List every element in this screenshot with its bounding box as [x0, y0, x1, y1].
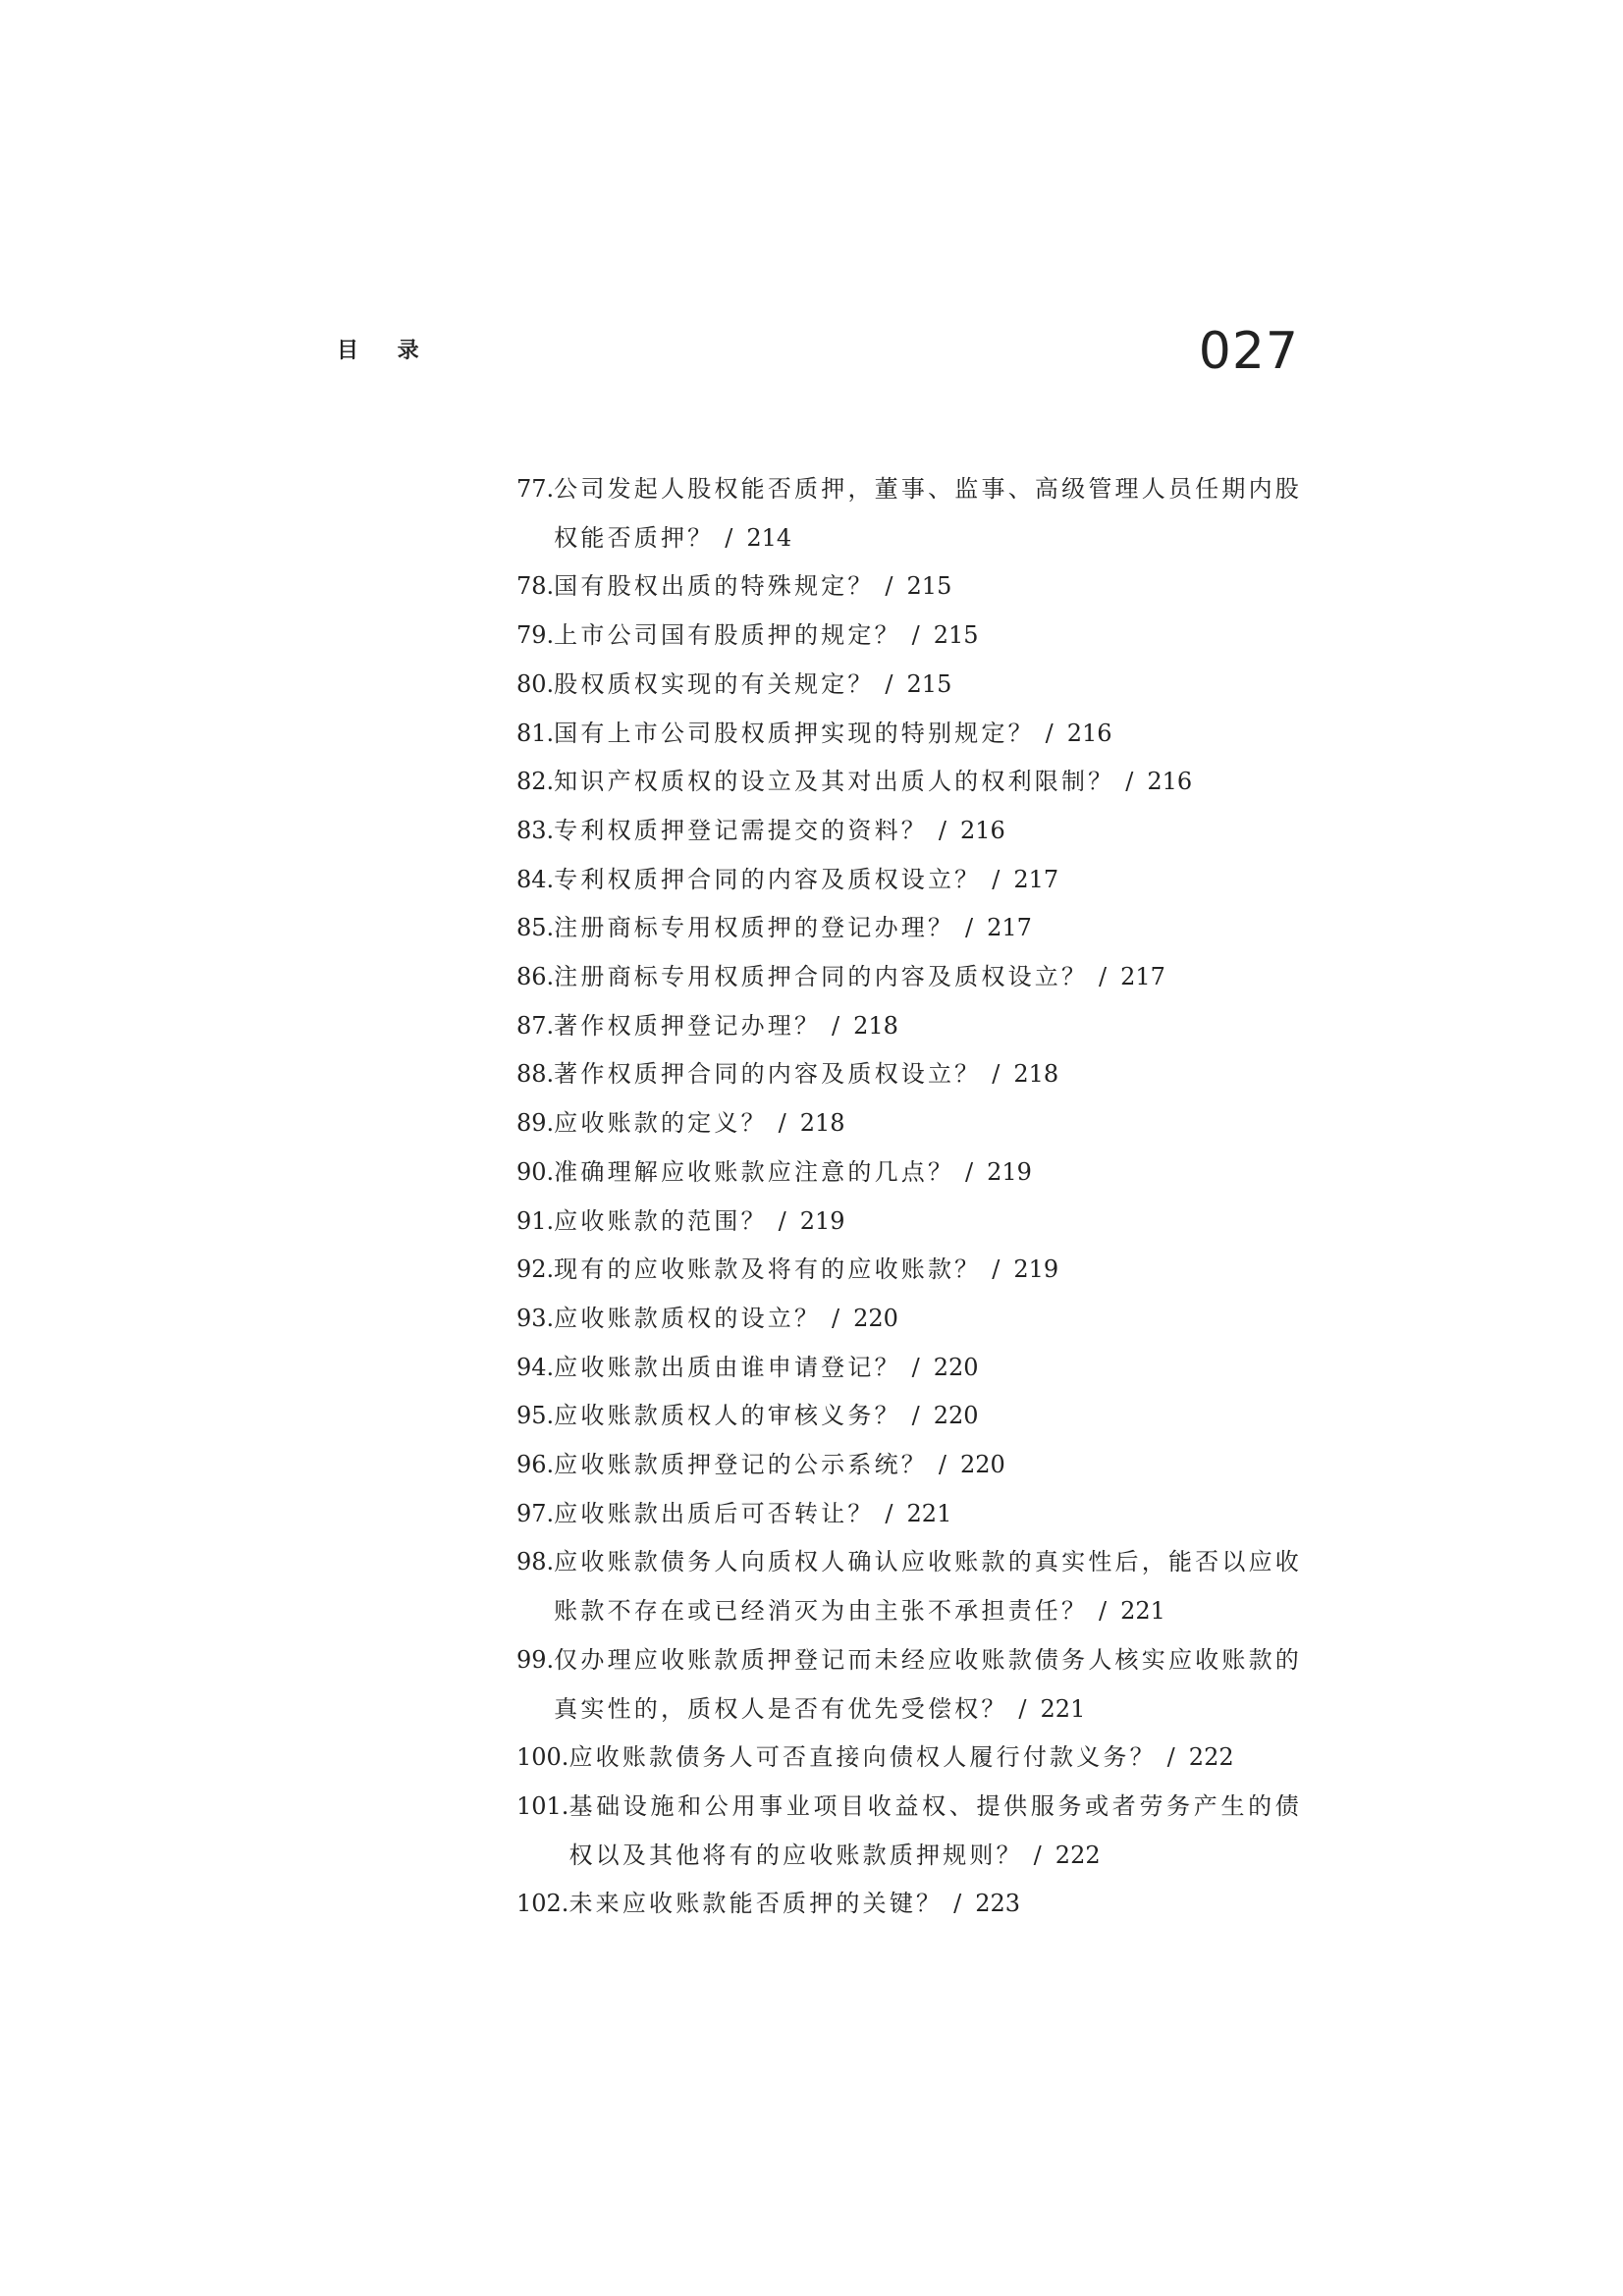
toc-entry[interactable] — [516, 1344, 1302, 1393]
toc-entry-text — [554, 758, 1302, 807]
toc-entry-title: 应收账款债务人可否直接向债权人履行付款义务？ — [568, 1743, 1157, 1772]
toc-entry[interactable] — [516, 1783, 1302, 1880]
table-of-contents — [516, 465, 1302, 1929]
toc-separator: / — [943, 1890, 976, 1918]
toc-entry-title: 准确理解应收账款应注意的几点？ — [554, 1157, 955, 1186]
toc-entry-number: 89. — [516, 1109, 555, 1138]
toc-entry-page: 220 — [959, 1451, 1005, 1479]
toc-entry-number: 86. — [516, 963, 555, 991]
toc-separator: / — [767, 1206, 800, 1235]
toc-entry-number: 95. — [516, 1402, 555, 1430]
toc-entry[interactable] — [516, 465, 1302, 562]
toc-entry-page: 219 — [799, 1206, 845, 1235]
toc-entry-title: 著作权质押登记办理？ — [554, 1011, 822, 1040]
toc-entry-title: 股权质权实现的有关规定？ — [554, 669, 875, 698]
toc-separator: / — [927, 816, 960, 844]
toc-entry-number: 82. — [516, 768, 555, 796]
toc-entry-text — [568, 1734, 1302, 1783]
toc-entry-title: 应收账款出质由谁申请登记？ — [554, 1353, 901, 1381]
toc-entry-text — [554, 856, 1302, 905]
toc-entry-page: 218 — [799, 1109, 845, 1138]
toc-entry-number: 90. — [516, 1157, 555, 1186]
toc-separator: / — [1088, 963, 1121, 991]
toc-separator: / — [1114, 768, 1148, 796]
toc-separator: / — [767, 1109, 800, 1138]
toc-entry-number: 102. — [516, 1890, 569, 1918]
toc-entry-page: 217 — [987, 914, 1032, 942]
toc-entry-title: 应收账款质权人的审核义务？ — [554, 1402, 901, 1430]
toc-entry-number: 97. — [516, 1499, 555, 1527]
toc-entry-text — [554, 562, 1302, 612]
toc-separator: / — [821, 1011, 854, 1040]
toc-entry-number: 85. — [516, 914, 555, 942]
toc-entry[interactable] — [516, 661, 1302, 710]
toc-entry[interactable] — [516, 1148, 1302, 1198]
toc-entry-text — [568, 1880, 1302, 1929]
toc-entry-title: 应收账款质押登记的公示系统？ — [554, 1451, 928, 1479]
toc-separator: / — [821, 1304, 854, 1332]
toc-entry-title: 注册商标专用权质押的登记办理？ — [554, 914, 955, 942]
toc-entry-text — [554, 710, 1302, 759]
toc-entry-title: 注册商标专用权质押合同的内容及质权设立？ — [554, 963, 1089, 991]
toc-entry-number: 101. — [516, 1791, 569, 1820]
toc-entry-number: 77. — [516, 475, 555, 503]
toc-entry[interactable] — [516, 1050, 1302, 1099]
toc-entry-page: 221 — [1120, 1597, 1165, 1626]
toc-entry-text — [554, 612, 1302, 661]
toc-entry-text — [554, 1441, 1302, 1490]
toc-entry[interactable] — [516, 1636, 1302, 1734]
toc-separator: / — [1034, 719, 1067, 747]
toc-entry-title: 应收账款出质后可否转让？ — [554, 1499, 875, 1527]
toc-entry-number: 100. — [516, 1743, 569, 1772]
toc-entry[interactable] — [516, 562, 1302, 612]
toc-entry-text — [554, 1198, 1302, 1247]
toc-entry[interactable] — [516, 1246, 1302, 1295]
toc-entry[interactable] — [516, 953, 1302, 1002]
toc-separator: / — [1007, 1694, 1041, 1723]
toc-entry-text — [554, 1344, 1302, 1393]
toc-entry-title: 应收账款的范围？ — [554, 1206, 768, 1235]
toc-entry-page: 221 — [906, 1499, 952, 1527]
toc-entry-page: 221 — [1040, 1694, 1086, 1723]
toc-entry-text — [554, 661, 1302, 710]
toc-entry-text — [554, 1636, 1302, 1734]
toc-separator: / — [1088, 1597, 1121, 1626]
toc-entry-text — [554, 807, 1302, 856]
toc-entry-text — [554, 1148, 1302, 1198]
toc-entry-number: 83. — [516, 816, 555, 844]
toc-separator: / — [954, 914, 988, 942]
toc-separator: / — [1156, 1743, 1189, 1772]
toc-entry-text — [554, 1246, 1302, 1295]
toc-entry-number: 93. — [516, 1304, 555, 1332]
toc-entry-page: 216 — [1147, 768, 1193, 796]
toc-separator: / — [981, 1060, 1014, 1089]
toc-entry[interactable] — [516, 856, 1302, 905]
toc-entry-number: 96. — [516, 1451, 555, 1479]
toc-separator: / — [900, 1353, 934, 1381]
toc-entry[interactable] — [516, 710, 1302, 759]
toc-entry-page: 220 — [933, 1402, 979, 1430]
toc-entry-title: 仅办理应收账款质押登记而未经应收账款债务人核实应收账款的真实性的，质权人是否有优先受偿权？ — [554, 1645, 1302, 1723]
toc-entry[interactable] — [516, 904, 1302, 953]
toc-entry-text — [554, 953, 1302, 1002]
toc-separator: / — [900, 1402, 934, 1430]
toc-separator: / — [874, 669, 907, 698]
toc-entry[interactable] — [516, 1490, 1302, 1539]
toc-entry-page: 219 — [987, 1157, 1032, 1186]
toc-entry[interactable] — [516, 1734, 1302, 1783]
toc-entry-number: 94. — [516, 1353, 555, 1381]
toc-separator: / — [714, 523, 747, 552]
toc-entry[interactable] — [516, 1002, 1302, 1051]
toc-entry[interactable] — [516, 1392, 1302, 1441]
toc-entry-text — [568, 1783, 1302, 1880]
toc-entry-page: 214 — [746, 523, 792, 552]
toc-entry-page: 223 — [975, 1890, 1021, 1918]
toc-entry-page: 215 — [906, 669, 952, 698]
toc-entry-text — [554, 1099, 1302, 1148]
toc-entry-number: 99. — [516, 1645, 555, 1674]
page-number: 027 — [1198, 322, 1299, 381]
toc-entry-page: 220 — [933, 1353, 979, 1381]
toc-separator: / — [981, 1255, 1014, 1284]
toc-entry-title: 知识产权质权的设立及其对出质人的权利限制？ — [554, 768, 1115, 796]
toc-entry-page: 222 — [1055, 1841, 1101, 1869]
toc-entry-text — [554, 1538, 1302, 1635]
toc-entry-page: 215 — [906, 572, 952, 601]
toc-separator: / — [954, 1157, 988, 1186]
toc-entry-number: 88. — [516, 1060, 555, 1089]
toc-entry-number: 84. — [516, 865, 555, 893]
toc-entry-text — [554, 1002, 1302, 1051]
toc-entry-text — [554, 465, 1302, 562]
toc-entry[interactable] — [516, 1880, 1302, 1929]
toc-entry-title: 应收账款质权的设立？ — [554, 1304, 822, 1332]
section-label: 目 录 — [337, 339, 435, 363]
toc-entry-page: 216 — [1066, 719, 1112, 747]
toc-entry-title: 专利权质押合同的内容及质权设立？ — [554, 865, 982, 893]
toc-entry-title: 公司发起人股权能否质押，董事、监事、高级管理人员任期内股权能否质押？ — [554, 475, 1302, 552]
toc-entry-title: 应收账款的定义？ — [554, 1109, 768, 1138]
toc-entry-number: 81. — [516, 719, 555, 747]
toc-entry-number: 91. — [516, 1206, 555, 1235]
toc-entry-title: 专利权质押登记需提交的资料？ — [554, 816, 928, 844]
toc-separator: / — [900, 621, 934, 650]
toc-entry-number: 80. — [516, 669, 555, 698]
toc-separator: / — [874, 1499, 907, 1527]
toc-entry-page: 218 — [1013, 1060, 1059, 1089]
toc-entry-text — [554, 1295, 1302, 1344]
toc-entry-text — [554, 1392, 1302, 1441]
toc-entry-page: 219 — [1013, 1255, 1059, 1284]
toc-entry-text — [554, 1050, 1302, 1099]
toc-entry[interactable] — [516, 1198, 1302, 1247]
toc-entry[interactable] — [516, 807, 1302, 856]
toc-entry-page: 222 — [1188, 1743, 1234, 1772]
toc-entry-page: 216 — [959, 816, 1005, 844]
toc-entry-title: 基础设施和公用事业项目收益权、提供服务或者劳务产生的债权以及其他将有的应收账款质押规则？ — [568, 1791, 1302, 1869]
toc-entry-text — [554, 904, 1302, 953]
toc-entry-number: 78. — [516, 572, 555, 601]
toc-separator: / — [981, 865, 1014, 893]
toc-entry-page: 215 — [933, 621, 979, 650]
toc-entry-title: 应收账款债务人向质权人确认应收账款的真实性后，能否以应收账款不存在或已经消灭为由主张不承担责任？ — [554, 1548, 1302, 1626]
toc-entry-page: 217 — [1120, 963, 1165, 991]
toc-separator: / — [874, 572, 907, 601]
toc-entry[interactable] — [516, 612, 1302, 661]
toc-entry[interactable] — [516, 1099, 1302, 1148]
toc-entry-title: 现有的应收账款及将有的应收账款？ — [554, 1255, 982, 1284]
toc-entry-title: 未来应收账款能否质押的关键？ — [568, 1890, 944, 1918]
toc-entry-title: 国有上市公司股权质押实现的特别规定？ — [554, 719, 1035, 747]
toc-separator: / — [1022, 1841, 1055, 1869]
toc-entry-title: 上市公司国有股质押的规定？ — [554, 621, 901, 650]
toc-entry[interactable] — [516, 1441, 1302, 1490]
toc-entry-number: 79. — [516, 621, 555, 650]
toc-entry-title: 著作权质押合同的内容及质权设立？ — [554, 1060, 982, 1089]
toc-entry-page: 217 — [1013, 865, 1059, 893]
toc-entry[interactable] — [516, 758, 1302, 807]
toc-entry-number: 87. — [516, 1011, 555, 1040]
toc-entry-page: 218 — [853, 1011, 898, 1040]
toc-entry-page: 220 — [853, 1304, 898, 1332]
toc-entry-number: 92. — [516, 1255, 555, 1284]
toc-entry-number: 98. — [516, 1548, 555, 1576]
toc-separator: / — [927, 1451, 960, 1479]
toc-entry[interactable] — [516, 1295, 1302, 1344]
toc-entry[interactable] — [516, 1538, 1302, 1635]
toc-entry-title: 国有股权出质的特殊规定？ — [554, 572, 875, 601]
toc-entry-text — [554, 1490, 1302, 1539]
